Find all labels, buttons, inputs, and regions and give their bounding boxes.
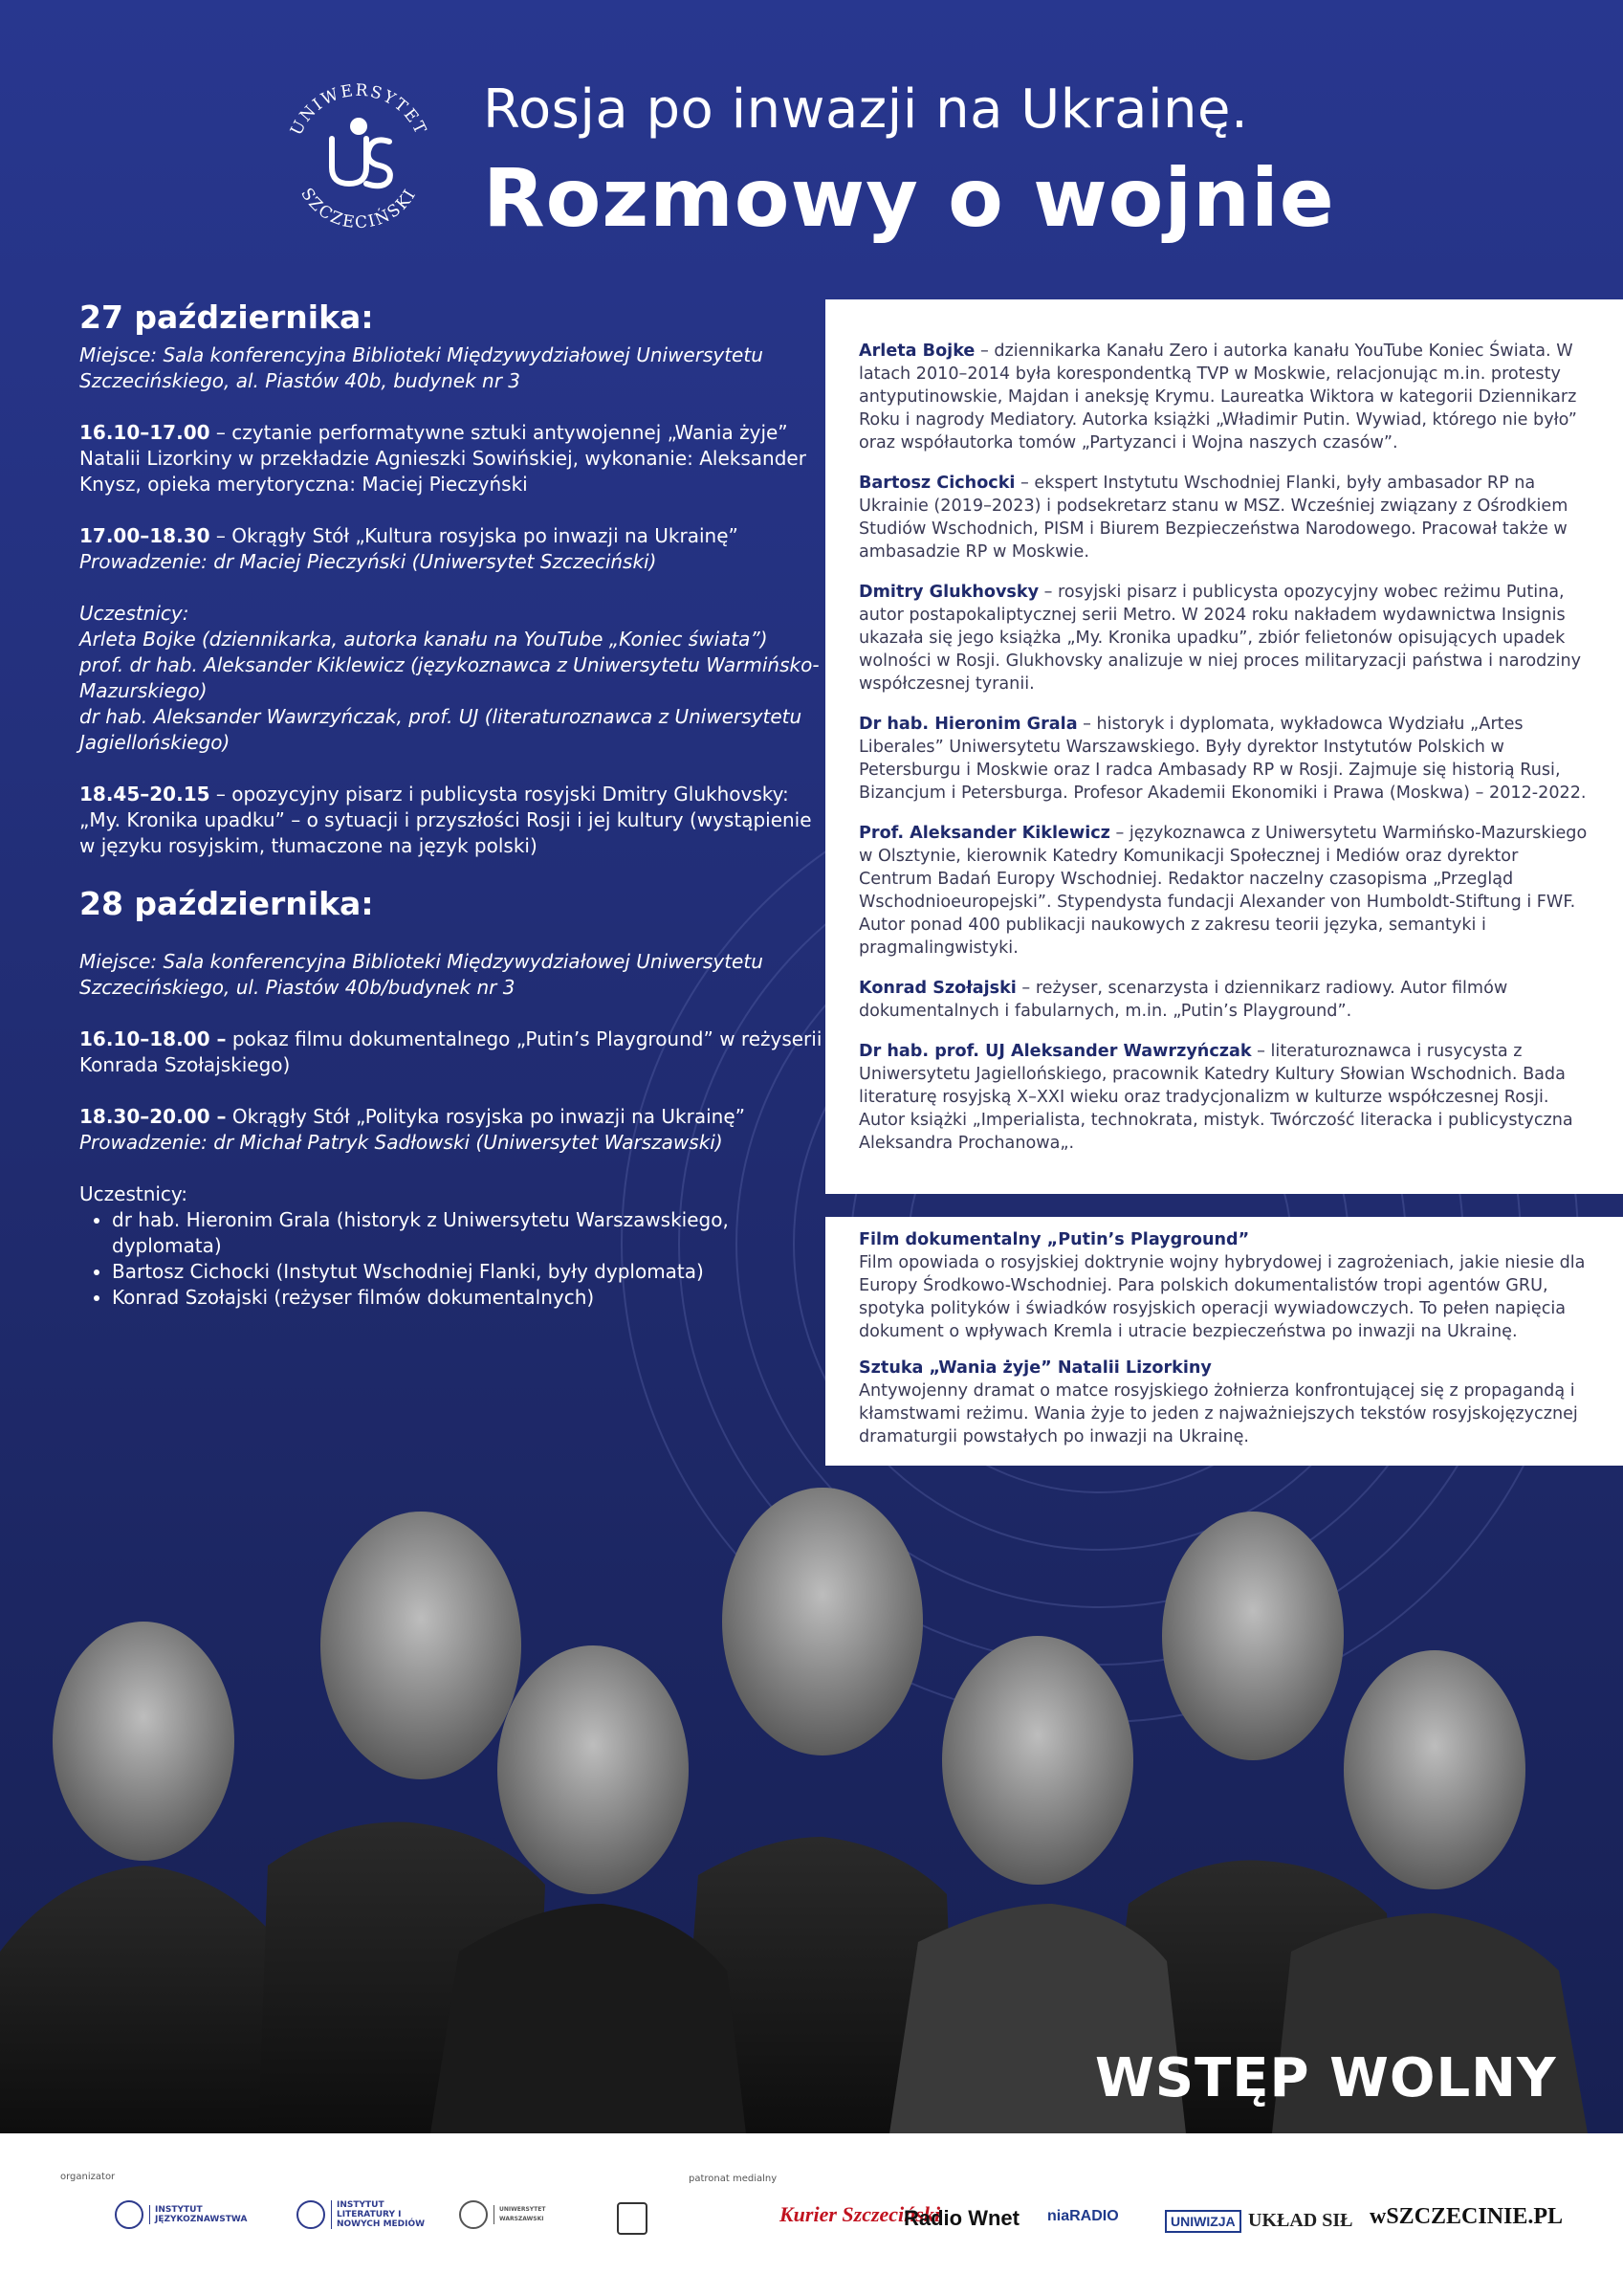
speaker-name: Dr hab. prof. UJ Aleksander Wawrzyńczak: [859, 1042, 1252, 1061]
organizer-label: organizator: [60, 2172, 116, 2182]
day1-heading: 27 października:: [79, 298, 374, 336]
work-title: Film dokumentalny „Putin’s Playground”: [859, 1230, 1250, 1249]
day2-event1-time: 16.10–18.00 –: [79, 1027, 227, 1050]
day2-place: Miejsce: Sala konferencyjna Biblioteki Międzywydziałowej Uniwersytetu Szczecińskiego, ul. Piastów 40b/budynek nr 3: [79, 950, 763, 999]
speaker-description: – językoznawca z Uniwersytetu Warmińsko-Mazurskiego w Olsztynie, kierownik Katedry Komunikacji Społecznej i Mediów oraz dyrektor Centrum Badań Europy Wschodniej. Redaktor naczelny czasopisma „Przegląd Wschodnioeuropejski”. Stypendysta fundacji Alexander von Humboldt-Stiftung i FWF. Autor ponad 400 publikacji naukowych z zakresu teorii języka, semantyki i pragmalingwistyki.: [859, 824, 1588, 958]
university-emblem-icon: [296, 2200, 325, 2229]
speaker-name: Konrad Szołajski: [859, 979, 1017, 998]
speaker-description: – rosyjski pisarz i publicysta opozycyjny wobec reżimu Putina, autor postapokaliptycznej serii Metro. W 2024 roku nakładem wydawnictwa Insignis ukazała się jego książka „My. Kronika upadku”, zbiór felietonów opisujących upadek wolności w Rosji. Glukhovsky analizuje w niej proces militaryzacji państwa i narodziny współczesnej tyranii.: [859, 583, 1582, 694]
speakers-photo: [0, 1454, 1623, 2133]
speaker-bio: [859, 1040, 1595, 1155]
day2-participants-list: [79, 1207, 825, 1311]
day1-participants-label: Uczestnicy:: [79, 602, 189, 625]
speaker-bio: [859, 977, 1595, 1023]
speaker-description: – historyk i dyplomata, wykładowca Wydziału „Artes Liberales” Uniwersytetu Warszawskiego. Były dyrektor Instytutów Polskich w Petersburgu i Moskwie oraz I radca Ambasady RP w Rosji. Zajmuje się historią Rusi, Bizancjum i Petersburga. Profesor Akademii Ekonomiki i Prawa (Moskwa) – 2012-2022.: [859, 715, 1587, 803]
day2-participants-label: Uczestnicy:: [79, 1182, 188, 1205]
day1-event1-time: 16.10–17.00: [79, 421, 210, 444]
media-uklad-sil: UKŁAD SIŁ: [1248, 2210, 1353, 2231]
speakers-bios-box: [825, 299, 1623, 1194]
day1-event1: [79, 420, 825, 497]
speaker-description: – reżyser, scenarzysta i dziennikarz radiowy. Autor filmów dokumentalnych i fabularnych, m.in. „Putin’s Playground”.: [859, 979, 1508, 1021]
speaker-name: Dr hab. Hieronim Grala: [859, 715, 1078, 734]
media-wszczecinie: wSZCZECINIE.PL: [1370, 2204, 1564, 2229]
speaker-bio: [859, 822, 1595, 960]
speaker-description: – ekspert Instytutu Wschodniej Flanki, były ambasador RP na Ukrainie (2019–2023) i podsekretarz stanu w MSZ. Wcześniej związany z Ośrodkiem Studiów Wschodnich, PISM i Biurem Bezpieczeństwa Narodowego. Pracował także w ambasadzie RP w Moskwie.: [859, 474, 1568, 562]
day2-event2-host: Prowadzenie: dr Michał Patryk Sadłowski (Uniwersytet Warszawski): [79, 1131, 723, 1154]
day1-event3-time: 18.45–20.15: [79, 783, 210, 806]
day1-event2: [79, 523, 825, 549]
day2-event1-text: pokaz filmu dokumentalnego „Putin’s Playground” w reżyserii Konrada Szołajskiego): [79, 1027, 822, 1076]
day1-event2-text: – Okrągły Stół „Kultura rosyjska po inwazji na Ukrainę”: [209, 524, 738, 547]
media-kurier: Kurier Szczeciński: [779, 2202, 941, 2226]
work-title: Sztuka „Wania żyje” Natalii Lizorkiny: [859, 1358, 1212, 1378]
day1-participant: prof. dr hab. Aleksander Kiklewicz (językoznawca z Uniwersytetu Warmińsko-Mazurskiego): [79, 653, 820, 702]
svg-text:SZCZECIŃSKI: SZCZECIŃSKI: [296, 185, 421, 233]
bios-list: [859, 340, 1595, 1172]
list-item: • dr hab. Hieronim Grala (historyk z Uniwersytetu Warszawskiego, dyplomata): [112, 1207, 825, 1259]
footer: [0, 2133, 1623, 2296]
partner-emblem-icon: [617, 2202, 647, 2235]
day1-event3-text: – opozycyjny pisarz i publicysta rosyjski Dmitry Glukhovsky: „My. Kronika upadku” – o sytuacji i przyszłości Rosji i jej kultury (wystąpienie w języku rosyjskim, tłumaczone na język polski): [79, 783, 812, 857]
list-item: • Konrad Szołajski (reżyser filmów dokumentalnych): [112, 1285, 825, 1311]
day2-event2: [79, 1104, 825, 1130]
media-radiownet: Radio Wnet: [904, 2206, 1020, 2230]
media-uniwizja: UNIWIZJA: [1165, 2210, 1241, 2233]
speaker-bio: [859, 340, 1595, 454]
day1-place: Miejsce: Sala konferencyjna Biblioteki Międzywydziałowej Uniwersytetu Szczecińskiego, al. Piastów 40b, budynek nr 3: [79, 343, 763, 392]
speaker-name: Prof. Aleksander Kiklewicz: [859, 824, 1110, 843]
speaker-name: Dmitry Glukhovsky: [859, 583, 1040, 602]
list-item: • Bartosz Cichocki (Instytut Wschodniej Flanki, były dyplomata): [112, 1259, 825, 1285]
university-emblem-icon: [115, 2200, 143, 2229]
speaker-name: Arleta Bojke: [859, 342, 976, 361]
title-line-2: Rozmowy o wojnie: [483, 151, 1335, 245]
day1-event2-time: 17.00–18.30: [79, 524, 210, 547]
work-description: [859, 1357, 1595, 1448]
org-logo-text: INSTYTUT LITERATURY I NOWYCH MEDIÓW: [331, 2200, 432, 2229]
day2-event2-text: Okrągły Stół „Polityka rosyjska po inwazji na Ukrainę”: [226, 1105, 745, 1128]
title-line-1: Rosja po inwazji na Ukrainę.: [483, 78, 1249, 141]
svg-text:UNIWERSYTET: UNIWERSYTET: [287, 80, 430, 139]
media-radio: niaRADIO: [1047, 2208, 1119, 2224]
day1-event2-host: Prowadzenie: dr Maciej Pieczyński (Uniwersytet Szczeciński): [79, 550, 657, 573]
day2-event1: [79, 1027, 825, 1078]
speaker-name: Bartosz Cichocki: [859, 474, 1016, 493]
org-logo-text: UNIWERSYTET WARSZAWSKI: [493, 2205, 585, 2224]
speaker-bio: [859, 472, 1595, 563]
speaker-bio: [859, 713, 1595, 805]
eagle-emblem-icon: [459, 2200, 488, 2229]
speaker-bio: [859, 581, 1595, 695]
day1-event3: [79, 782, 825, 859]
works-list: [859, 1228, 1595, 1462]
speaker-description: – dziennikarka Kanału Zero i autorka kanału YouTube Koniec Świata. W latach 2010–2014 była korespondentką TVP w Moskwie, relacjonując m.in. protesty antyputinowskie, Majdan i aneksję Krymu. Laureatka Wiktora w kategorii Dziennikarz Roku i nagrody Mediatory. Autorka książki „Władimir Putin. Wywiad, którego nie było” oraz współautorka tomów „Partyzanci i Wojna naszych czasów”.: [859, 342, 1577, 453]
org-logo-literature: [296, 2200, 432, 2229]
speaker-description: – literaturoznawca i rusycysta z Uniwersytetu Jagiellońskiego, pracownik Katedry Kultury Słowian Wschodnich. Bada literaturę rosyjską X–XXI wieku oraz tradycjonalizm w kulturze współczesnej Rosji. Autor książki „Imperialista, technokrata, mistyk. Twórczość literacka i publicystyczna Aleksandra Prochanowa„.: [859, 1042, 1573, 1153]
free-entry-banner: WSTĘP WOLNY: [1095, 2047, 1557, 2109]
day2-heading: 28 października:: [79, 885, 374, 922]
day2-event2-time: 18.30–20.00 –: [79, 1105, 227, 1128]
day1-participant: dr hab. Aleksander Wawrzyńczak, prof. UJ (literaturoznawca z Uniwersytetu Jagiellońskiego): [79, 705, 802, 754]
day1-event1-text: – czytanie performatywne sztuki antywojennej „Wania żyje” Natalii Lizorkiny w przekładzie Agnieszki Sowińskiej, wykonanie: Aleksander Knysz, opieka merytoryczna: Maciej Pieczyński: [79, 421, 806, 496]
work-text: Antywojenny dramat o matce rosyjskiego żołnierza konfrontującej się z propagandą i kłamstwami reżimu. Wania żyje to jeden z najważniejszych tekstów rosyjskojęzycznej dramaturgii powstałych po inwazji na Ukrainę.: [859, 1381, 1578, 1446]
works-box: [825, 1217, 1623, 1466]
org-logo-text: INSTYTUT JĘZYKOZNAWSTWA: [149, 2205, 270, 2224]
day1-participant: Arleta Bojke (dziennikarka, autorka kanału na YouTube „Koniec świata”): [79, 628, 768, 651]
university-logo: [273, 67, 445, 239]
program-column: [79, 298, 825, 1311]
org-logo-linguistics: [115, 2200, 270, 2229]
work-text: Film opowiada o rosyjskiej doktrynie wojny hybrydowej i zagrożeniach, jakie niesie dla Europy Środkowo-Wschodniej. Para polskich dokumentalistów tropi agentów GRU, spotyka polityków i świadków rosyjskich operacji wywiadowczych. To pełen napięcia dokument o wpływach Kremla i utracie bezpieczeństwa po inwazji na Ukrainę.: [859, 1253, 1586, 1341]
org-logo-uw: [459, 2200, 585, 2229]
media-label: patronat medialny: [689, 2174, 778, 2184]
work-description: [859, 1228, 1595, 1343]
